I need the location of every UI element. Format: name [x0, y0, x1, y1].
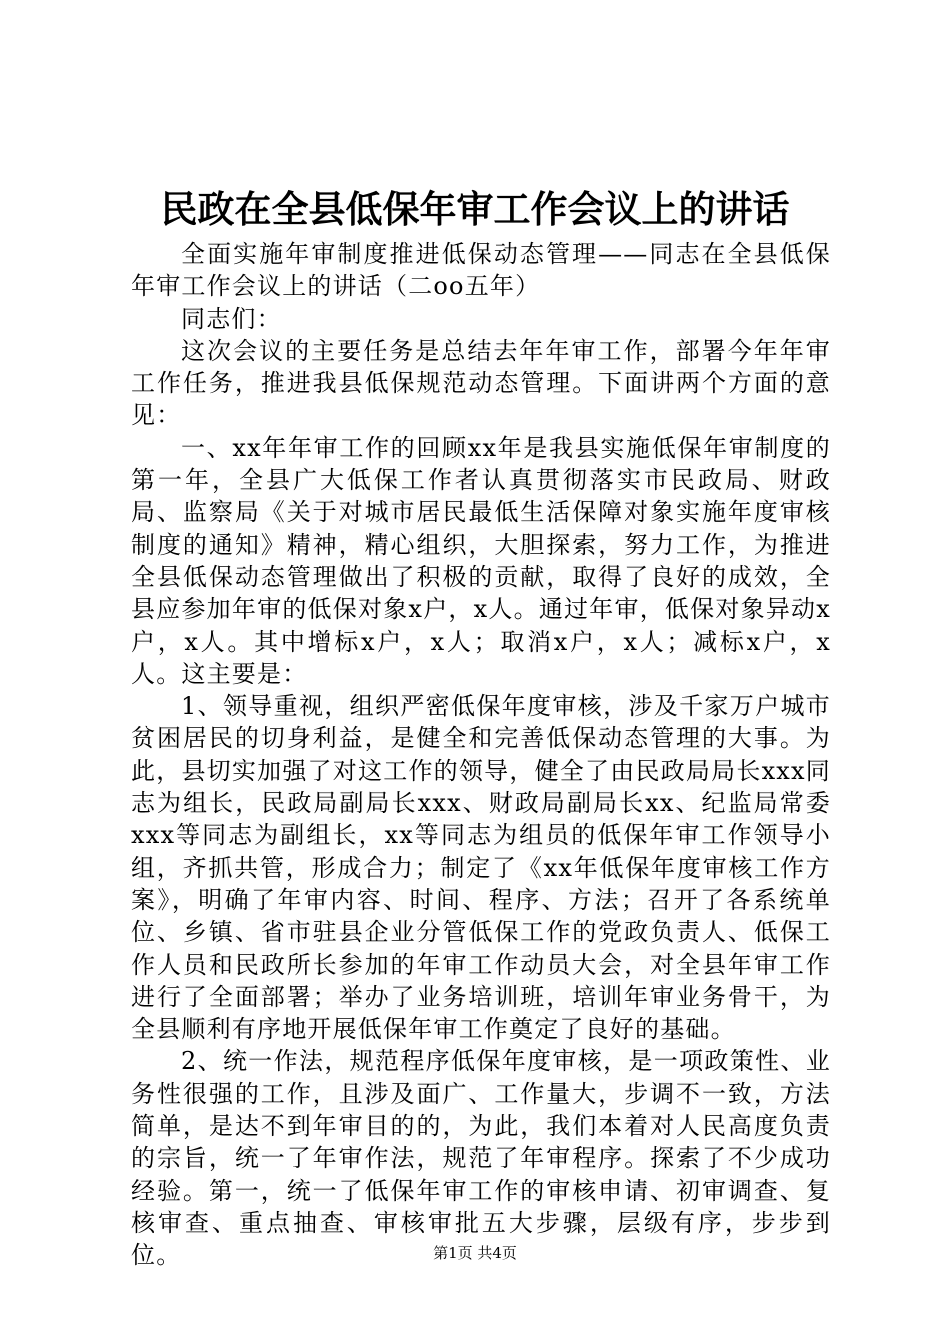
document-title: 民政在全县低保年审工作会议上的讲话	[160, 187, 790, 231]
document-body	[131, 238, 831, 1272]
salutation-paragraph: 同志们：	[181, 304, 282, 333]
subtitle-paragraph: 全面实施年审制度推进低保动态管理——同志在全县低保年审工作会议上的讲话（二oo五年）	[131, 240, 831, 301]
page-footer: 第1页 共4页	[433, 1244, 517, 1262]
procedure-paragraph: 2、统一作法，规范程序低保年度审核，是一项政策性、业务性很强的工作，且涉及面广、工作量大，步调不一致，方法简单，是达不到年审目的的，为此，我们本着对人民高度负责的宗旨，统一了年审作法，规范了年审程序。探索了不少成功经验。第一，统一了低保年审工作的审核申请、初审调查、复核审查、重点抽查、审核审批五大步骤，层级有序，步步到位。	[131, 1047, 831, 1270]
review-paragraph: 一、xx年年审工作的回顾xx年是我县实施低保年审制度的第一年，全县广大低保工作者认真贯彻落实市民政局、财政局、监察局《关于对城市居民最低生活保障对象实施年度审核制度的通知》精神，精心组织，大胆探索，努力工作，为推进全县低保动态管理做出了积极的贡献，取得了良好的成效，全县应参加年审的低保对象x户，x人。通过年审，低保对象异动x户，x人。其中增标x户，x人；取消x户，x人；减标x户，x人。这主要是：	[131, 433, 831, 688]
intro-paragraph: 这次会议的主要任务是总结去年年审工作，部署今年年审工作任务，推进我县低保规范动态管理。下面讲两个方面的意见：	[131, 336, 831, 430]
leadership-paragraph: 1、领导重视，组织严密低保年度审核，涉及千家万户城市贫困居民的切身利益，是健全和完善低保动态管理的大事。为此，县切实加强了对这工作的领导，健全了由民政局局长xxx同志为组长，民政局副局长xxx、财政局副局长xx、纪监局常委xxx等同志为副组长，xx等同志为组员的低保年审工作领导小组，齐抓共管，形成合力；制定了《xx年低保年度审核工作方案》，明确了年审内容、时间、程序、方法；召开了各系统单位、乡镇、省市驻县企业分管低保工作的党政负责人、低保工作人员和民政所长参加的年审工作动员大会，对全县年审工作进行了全面部署；举办了业务培训班，培训年审业务骨干，为全县顺利有序地开展低保年审工作奠定了良好的基础。	[131, 692, 831, 1044]
